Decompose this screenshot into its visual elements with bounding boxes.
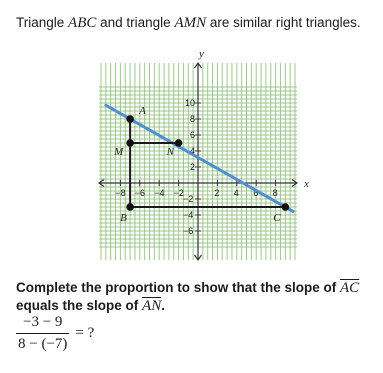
equals-question: = ? bbox=[75, 325, 95, 341]
point-a bbox=[126, 115, 134, 123]
point-label-b: B bbox=[120, 212, 127, 224]
point-m bbox=[126, 139, 134, 147]
point-label-c: C bbox=[273, 212, 281, 224]
x-tick-label: 8 bbox=[272, 188, 278, 198]
x-tick-label: 2 bbox=[214, 188, 220, 198]
x-tick-label: −4 bbox=[154, 188, 165, 198]
point-label-a: A bbox=[139, 105, 146, 117]
point-label-n: N bbox=[166, 146, 174, 158]
point-b bbox=[126, 203, 134, 211]
y-tick-label: −4 bbox=[183, 210, 194, 220]
x-tick-label: 6 bbox=[253, 188, 259, 198]
x-axis-name: x bbox=[304, 178, 309, 190]
point-n bbox=[175, 139, 183, 147]
y-tick-label: 8 bbox=[190, 114, 196, 124]
prompt-prefix: Triangle bbox=[16, 15, 69, 30]
prompt-suffix: are similar right triangles. bbox=[206, 15, 361, 30]
prompt-middle: and triangle bbox=[96, 15, 175, 30]
fraction-denominator: 8 − (−7) bbox=[18, 336, 68, 352]
question-suffix: . bbox=[161, 298, 165, 313]
point-c bbox=[282, 203, 290, 211]
y-axis-name: y bbox=[199, 48, 204, 60]
y-tick-label: 10 bbox=[185, 98, 196, 108]
x-tick-label: −6 bbox=[134, 188, 146, 198]
segment-ac-label: $\overline{AC}$ bbox=[340, 280, 360, 296]
triangle-amn-label: AMN bbox=[174, 15, 207, 31]
point-label-m: M bbox=[114, 146, 124, 158]
y-tick-label: −2 bbox=[183, 194, 194, 204]
slope-fraction bbox=[16, 314, 69, 353]
y-tick-label: 2 bbox=[190, 162, 196, 172]
fraction-numerator: −3 − 9 bbox=[16, 314, 69, 334]
x-tick-label: −8 bbox=[115, 188, 126, 198]
x-tick-label: −2 bbox=[173, 188, 184, 198]
segment-an-label: $\overline{AN}$ bbox=[142, 298, 162, 314]
question-prefix: Complete the proportion to show that the slope of bbox=[16, 280, 340, 295]
y-tick-label: 4 bbox=[190, 146, 196, 156]
question-middle: equals the slope of bbox=[16, 298, 143, 313]
y-tick-label: −6 bbox=[183, 226, 194, 236]
triangle-abc-label: ABC bbox=[68, 15, 97, 31]
proportion-expression bbox=[16, 314, 94, 364]
x-tick-label: 4 bbox=[233, 188, 239, 198]
question-text bbox=[16, 279, 376, 315]
y-tick-label: 6 bbox=[190, 130, 196, 140]
